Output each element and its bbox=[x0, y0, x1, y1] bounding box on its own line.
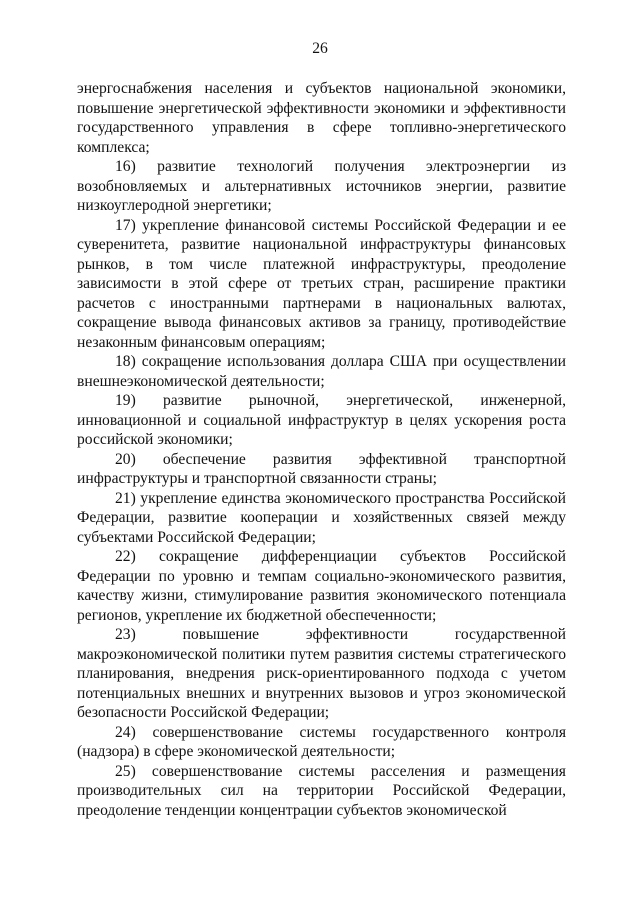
paragraph-item-18: 18) сокращение использования доллара США при осуществлении внешнеэкономической деятельности; bbox=[77, 353, 566, 390]
paragraph-item-23: 23) повышение эффективности государственной макроэкономической политики путем развития системы стратегического планирования, внедрения риск-ориентированного подхода с учетом потенциальных внешних и внутренних вызовов и угроз экономической безопасности Российской Федерации; bbox=[77, 626, 566, 721]
document-body bbox=[77, 79, 566, 820]
paragraph-item-21: 21) укрепление единства экономического пространства Российской Федерации, развитие кооперации и хозяйственных связей между субъектами Российской Федерации; bbox=[77, 489, 566, 546]
paragraph-item-22: 22) сокращение дифференциации субъектов Российской Федерации по уровню и темпам социально-экономического развития, качеству жизни, стимулирование развития экономического потенциала регионов, укрепление их бюджетной обеспеченности; bbox=[77, 548, 566, 624]
paragraph-item-24: 24) совершенствование системы государственного контроля (надзора) в сфере экономической деятельности; bbox=[77, 723, 566, 760]
paragraph-item-20: 20) обеспечение развития эффективной транспортной инфраструктуры и транспортной связанности страны; bbox=[77, 450, 566, 487]
paragraph-item-19: 19) развитие рыночной, энергетической, инженерной, инновационной и социальной инфраструктур в целях ускорения роста российской экономики; bbox=[77, 392, 566, 448]
page-number: 26 bbox=[312, 40, 328, 57]
paragraph-continuation: энергоснабжения населения и субъектов национальной экономики, повышение энергетической эффективности экономики и эффективности государственного управления в сфере топливно-энергетического комплекса; bbox=[77, 80, 566, 156]
paragraph-item-17: 17) укрепление финансовой системы Российской Федерации и ее суверенитета, развитие национальной инфраструктуры финансовых рынков, в том числе платежной инфраструктуры, преодоление зависимости в этой сфере от третьих стран, расширение практики расчетов с иностранными партнерами в национальных валютах, сокращение вывода финансовых активов за границу, противодействие незаконным финансовым операциям; bbox=[77, 216, 566, 351]
paragraph-item-25: 25) совершенствование системы расселения и размещения производительных сил на территории Российской Федерации, преодоление тенденции концентрации субъектов экономической bbox=[77, 762, 566, 819]
paragraph-item-16: 16) развитие технологий получения электроэнергии из возобновляемых и альтернативных источников энергии, развитие низкоуглеродной энергетики; bbox=[77, 158, 566, 214]
